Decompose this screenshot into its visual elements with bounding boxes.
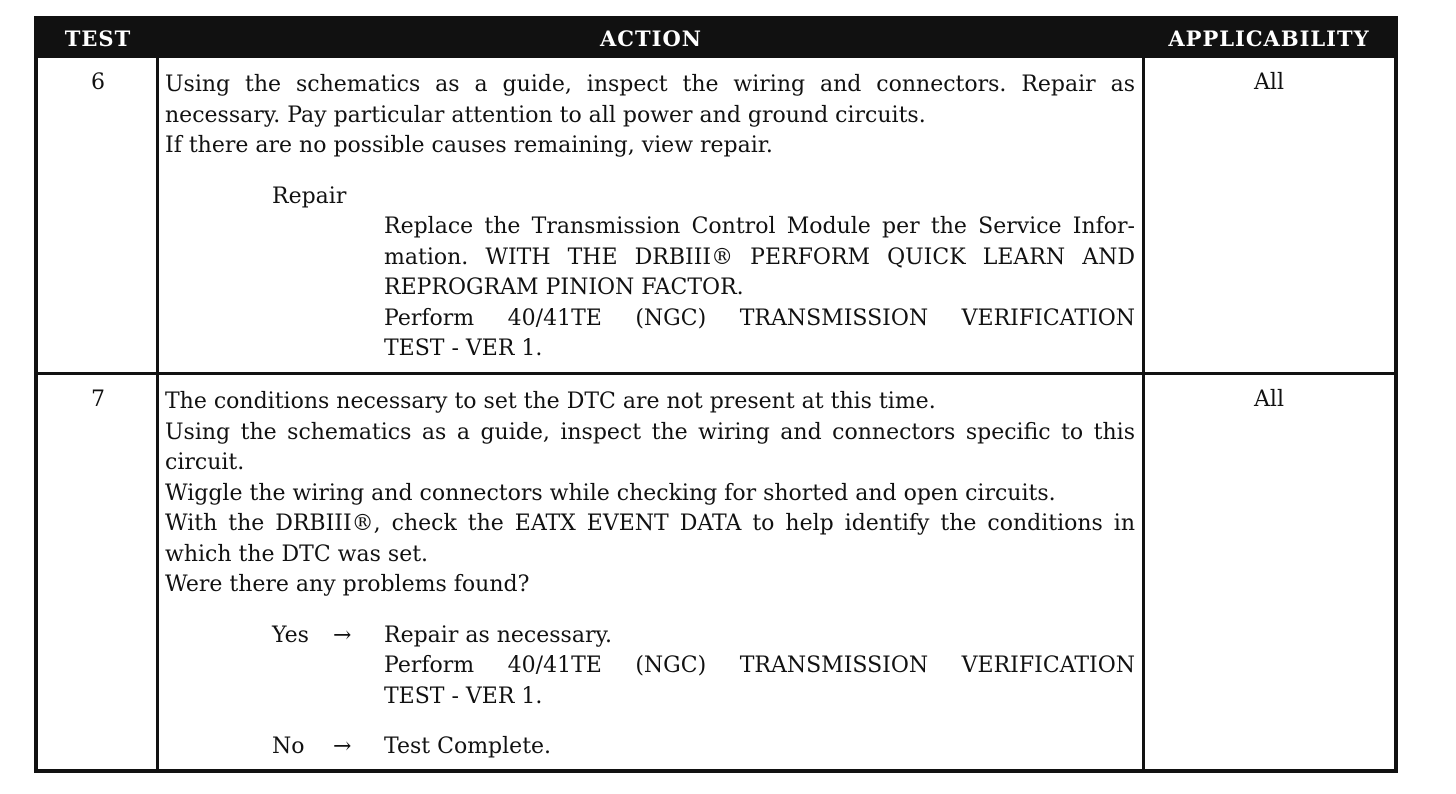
repair-text: mation. WITH THE DRBIII® PERFORM QUICK LEARN AND [384,244,1135,270]
action-text: If there are no possible causes remaining, view repair. [165,133,773,158]
action-text: Were there any problems found? [165,572,530,597]
diagnostic-table [34,16,1398,773]
applicability-value: All [1254,70,1284,95]
action-cell [165,387,1135,763]
repair-text: REPROGRAM PINION FACTOR. [384,275,744,300]
repair-text: TEST - VER 1. [384,336,543,361]
header-applicability: APPLICABILITY [1168,26,1370,51]
right-arrow-icon: → [333,734,352,759]
applicability-value: All [1254,387,1284,412]
header-action: ACTION [600,26,702,51]
repair-label: Repair [272,183,347,209]
repair-text: Replace the Transmission Control Module per the Service Infor- [384,214,1135,239]
no-text: Test Complete. [384,734,552,759]
action-text: Using the schematics as a guide, inspect the wiring and connectors. Repair as necessary. Pay particular attention to all power and ground circuits. [165,72,1135,128]
action-cell [165,70,1135,365]
yes-branch [165,621,1135,652]
yes-text: TEST - VER 1. [384,683,543,709]
table-header [38,20,1394,58]
right-arrow-icon: → [333,622,352,648]
test-number: 7 [91,387,105,412]
action-text: With the DRBIII®, check the EATX EVENT DATA to help identify the conditions in which the DTC was set. [165,511,1135,567]
no-branch [165,732,1135,763]
repair-text: Perform 40/41TE (NGC) TRANSMISSION VERIFICATION [384,305,1135,331]
yes-label: Yes [272,622,309,648]
no-label: No [272,734,305,759]
action-text: The conditions necessary to set the DTC are not present at this time. [165,389,936,414]
repair-heading [165,182,1135,213]
action-text: Wiggle the wiring and connectors while checking for shorted and open circuits. [165,480,1056,506]
yes-text: Perform 40/41TE (NGC) TRANSMISSION VERIFICATION [384,653,1135,678]
action-text: Using the schematics as a guide, inspect the wiring and connectors specific to this circuit. [165,419,1135,475]
table-row [38,375,1394,773]
yes-text: Repair as necessary. [384,622,612,648]
header-test: TEST [64,26,132,51]
test-number: 6 [91,70,105,95]
table-row [38,58,1394,372]
